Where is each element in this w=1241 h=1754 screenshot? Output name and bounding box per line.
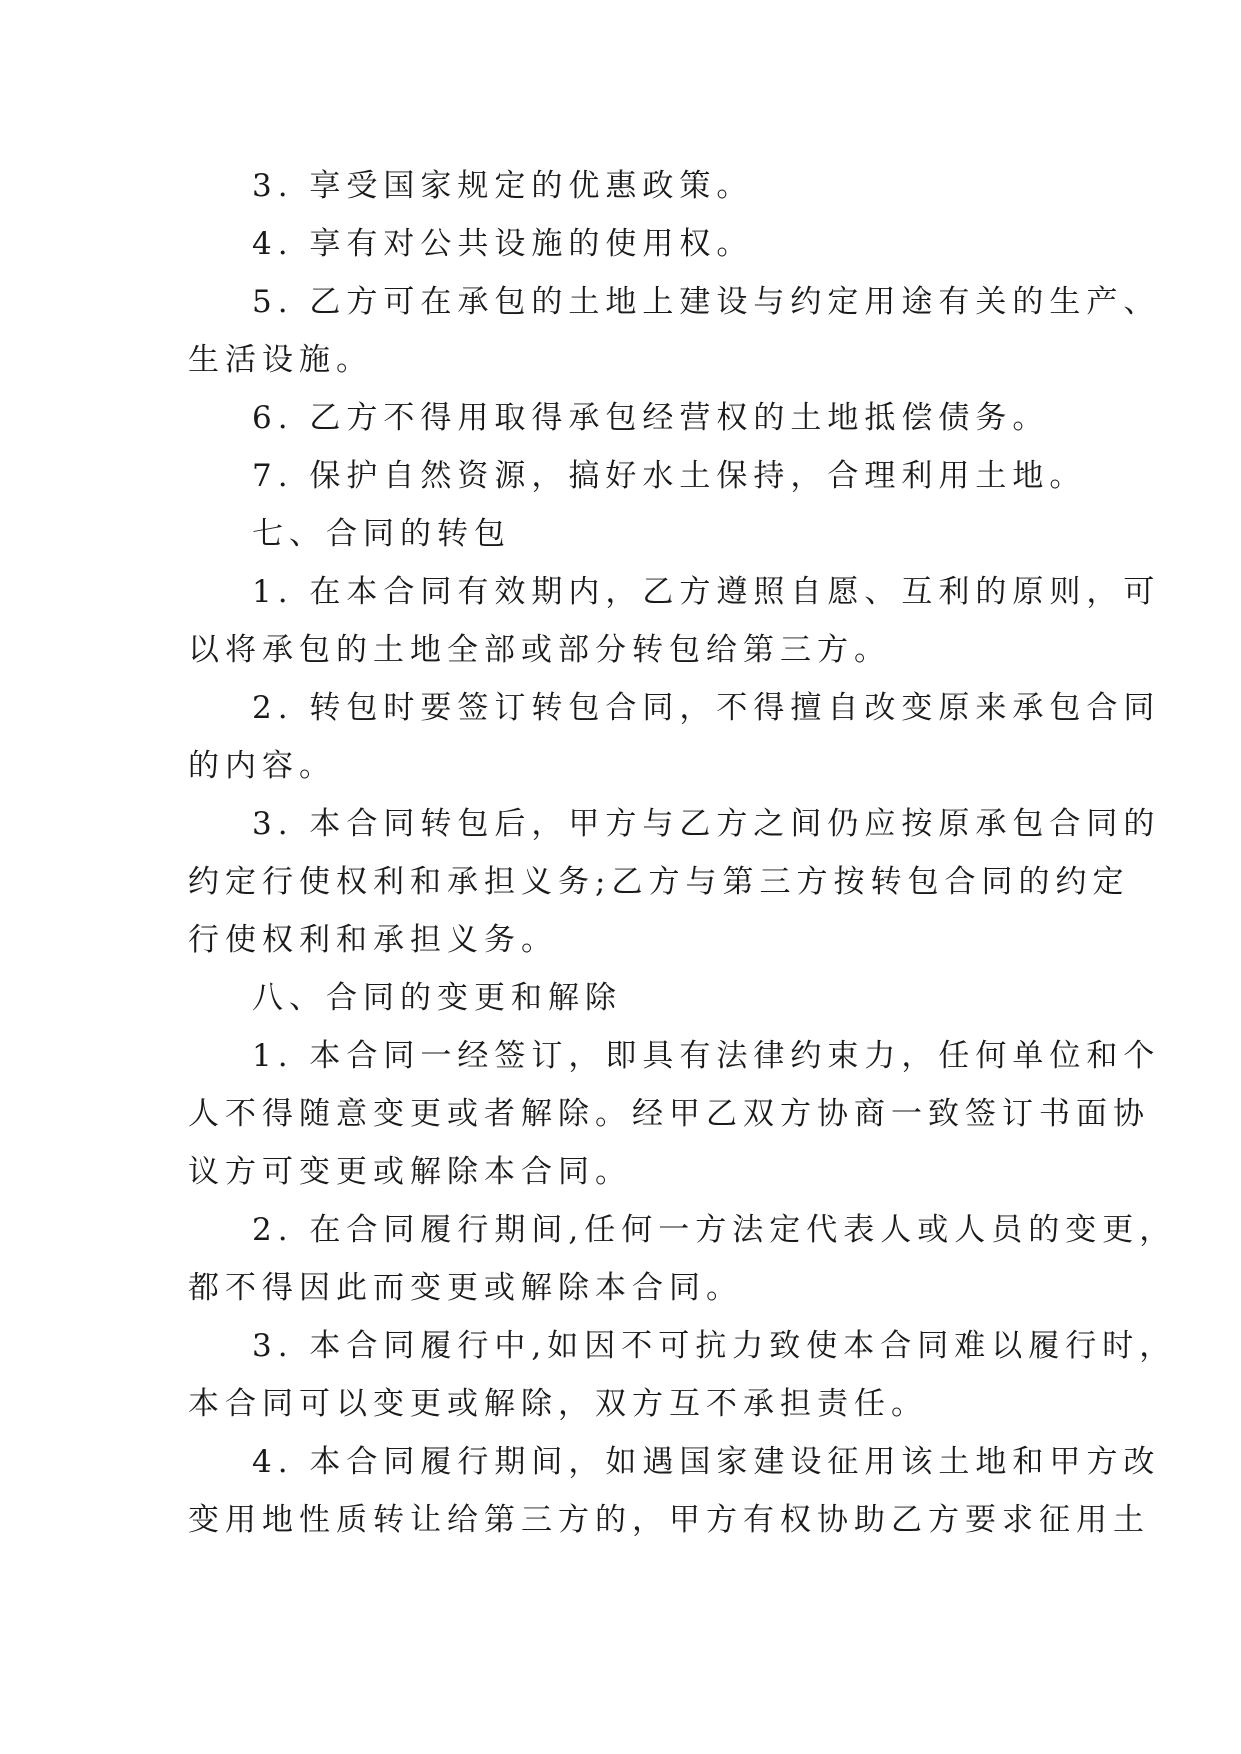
change-clause-3-continued: 本合同可以变更或解除，双方互不承担责任。 (188, 1386, 928, 1422)
clause-3-preferential-policy: 3. 享受国家规定的优惠政策。 (252, 168, 754, 204)
subcontract-clause-2-continued: 的内容。 (188, 748, 336, 784)
subcontract-clause-1: 1. 在本合同有效期内，乙方遵照自愿、互利的原则，可 (252, 574, 1161, 610)
change-clause-4: 4. 本合同履行期间，如遇国家建设征用该土地和甲方改 (252, 1444, 1161, 1480)
subcontract-clause-3-continued: 约定行使权利和承担义务;乙方与第三方按转包合同的约定 (188, 864, 1130, 900)
document-body (188, 157, 1177, 1549)
change-clause-2-continued: 都不得因此而变更或解除本合同。 (188, 1270, 743, 1306)
clause-4-public-facilities: 4. 享有对公共设施的使用权。 (252, 226, 754, 262)
subcontract-clause-3-continued-2: 行使权利和承担义务。 (188, 922, 558, 958)
change-clause-1: 1. 本合同一经签订，即具有法律约束力，任何单位和个 (252, 1038, 1161, 1074)
change-clause-3: 3. 本合同履行中,如因不可抗力致使本合同难以履行时， (252, 1328, 1177, 1364)
change-clause-2: 2. 在合同履行期间,任何一方法定代表人或人员的变更， (252, 1212, 1177, 1248)
change-clause-4-continued: 变用地性质转让给第三方的，甲方有权协助乙方要求征用土 (188, 1502, 1150, 1538)
clause-6-no-debt-offset: 6. 乙方不得用取得承包经营权的土地抵偿债务。 (252, 400, 1050, 436)
clause-7-protect-resources: 7. 保护自然资源，搞好水土保持，合理利用土地。 (252, 458, 1087, 494)
change-clause-1-continued: 人不得随意变更或者解除。经甲乙双方协商一致签订书面协 (188, 1096, 1150, 1132)
subcontract-clause-2: 2. 转包时要签订转包合同，不得擅自改变原来承包合同 (252, 690, 1161, 726)
section-heading-change-termination: 八、合同的变更和解除 (252, 980, 622, 1016)
subcontract-clause-1-continued: 以将承包的土地全部或部分转包给第三方。 (188, 632, 891, 668)
clause-5-construction: 5. 乙方可在承包的土地上建设与约定用途有关的生产、 (252, 284, 1161, 320)
change-clause-1-continued-2: 议方可变更或解除本合同。 (188, 1154, 632, 1190)
subcontract-clause-3: 3. 本合同转包后，甲方与乙方之间仍应按原承包合同的 (252, 806, 1161, 842)
section-heading-subcontracting: 七、合同的转包 (252, 516, 511, 552)
clause-5-construction-continued: 生活设施。 (188, 342, 373, 378)
